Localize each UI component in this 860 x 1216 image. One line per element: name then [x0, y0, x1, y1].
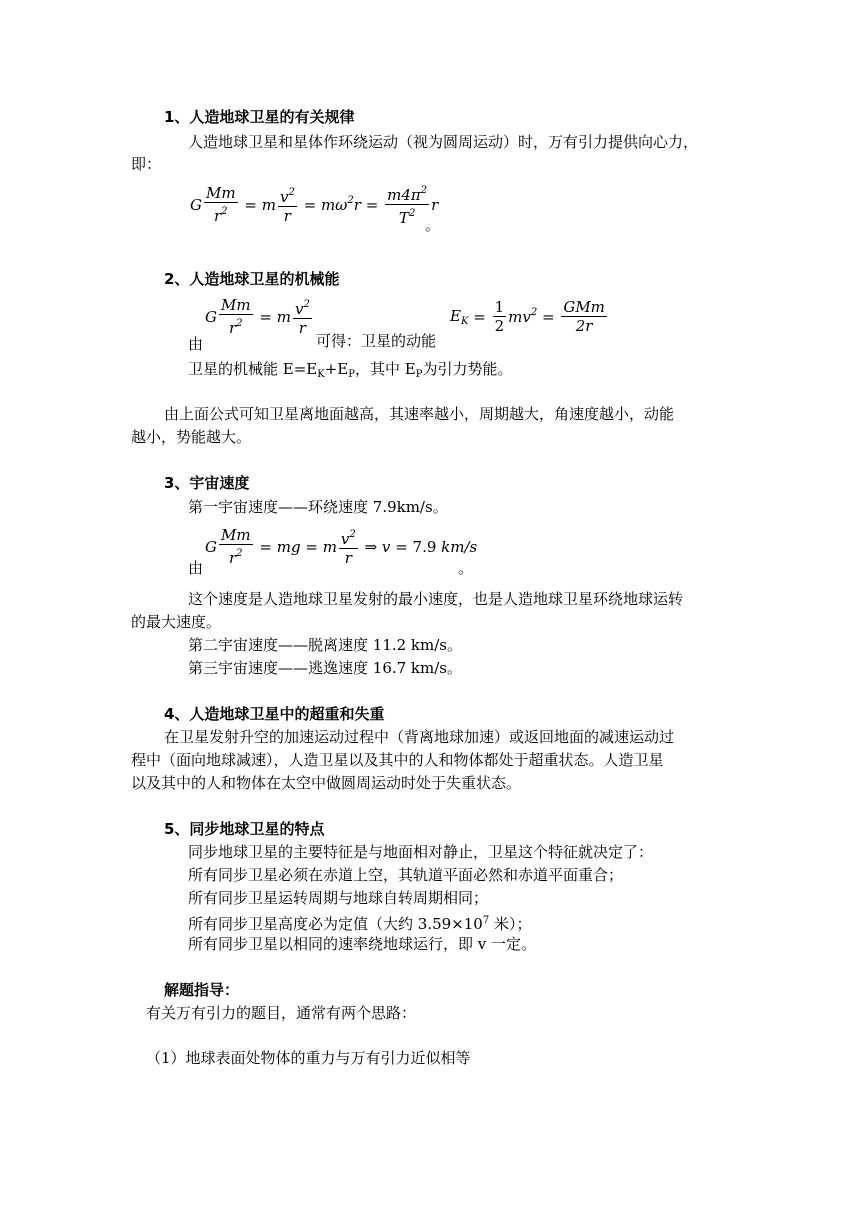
- section-3-you: 由: [188, 559, 204, 577]
- section-2-heading: 2、人造地球卫星的机械能: [164, 270, 340, 288]
- formula-1-period: 。: [425, 216, 441, 234]
- formula-first-cosmic-velocity: G $\frac{Mm}{r^2}$ = mg = m $\frac{v^2}{r}$ ⇒ v = 7.9 km/s: [205, 526, 478, 567]
- first-cosmic-velocity: 第一宇宙速度——环绕速度 7.9km/s。: [188, 498, 448, 516]
- mech-p2: P: [415, 369, 423, 380]
- mech-prefix: 卫星的机械能 E=E: [188, 360, 318, 378]
- section-1-paragraph-cont: 即：: [131, 155, 162, 173]
- section-5-line-4: [188, 910, 531, 935]
- section-5-line-5: 所有同步卫星以相同的速率绕地球运行，即 v 一定。: [188, 935, 537, 953]
- section-2-summary-cont: 越小，势能越大。: [131, 428, 252, 446]
- section-5-line-1: 同步地球卫星的主要特征是与地面相对静止，卫星这个特征就决定了：: [188, 843, 654, 861]
- mech-end: 为引力势能。: [422, 360, 513, 378]
- section-5-heading: 5、同步地球卫星的特点: [164, 820, 325, 838]
- section-3-note-cont: 的最大速度。: [131, 613, 222, 631]
- section-2-mechanical-energy: [188, 358, 512, 386]
- line-4-exponent: 7: [482, 915, 490, 926]
- formula-gravity-velocity: G $\frac{Mm}{r^2}$ = m $\frac{v^2}{r}$: [205, 296, 310, 337]
- section-5-line-2: 所有同步卫星必须在赤道上空，其轨道平面必然和赤道平面重合；: [188, 866, 624, 884]
- formula-gravity-centripetal: G $\frac{Mm}{r^2}$ = m $\frac{v^2}{r}$ = $m\omega^2r$ = $\frac{m4\pi^2}{T^2}$ r: [190, 184, 439, 227]
- guide-line-2: （1）地球表面处物体的重力与万有引力近似相等: [146, 1049, 471, 1067]
- third-cosmic-velocity: 第三宇宙速度——逃逸速度 16.7 km/s。: [188, 659, 463, 677]
- section-5-line-3: 所有同步卫星运转周期与地球自转周期相同；: [188, 889, 489, 907]
- section-1-paragraph: 人造地球卫星和星体作环绕运动（视为圆周运动）时，万有引力提供向心力，: [188, 133, 699, 151]
- mech-k: K: [317, 369, 325, 380]
- line-4-pre: 所有同步卫星高度必为定值（大约 3.59×10: [188, 915, 483, 933]
- section-3-heading: 3、宇宙速度: [164, 474, 250, 492]
- section-2-you: 由: [188, 335, 204, 353]
- section-4-line-2: 程中（面向地球减速），人造卫星以及其中的人和物体都处于超重状态。人造卫星: [131, 751, 664, 769]
- mech-p: P: [348, 369, 355, 380]
- section-2-summary: 由上面公式可知卫星离地面越高，其速率越小，周期越大，角速度越小，动能: [164, 405, 675, 423]
- mech-plus: +E: [324, 360, 349, 378]
- second-cosmic-velocity: 第二宇宙速度——脱离速度 11.2 km/s。: [188, 636, 463, 654]
- mech-suffix: ，其中 E: [355, 360, 416, 378]
- formula-kinetic-energy: $E_K$ = $\frac{1}{2}$ $mv^2$ = $\frac{\text{GMm}}{2r}$: [450, 298, 605, 335]
- section-4-heading: 4、人造地球卫星中的超重和失重: [164, 705, 385, 723]
- section-4-line-3: 以及其中的人和物体在太空中做圆周运动时处于失重状态。: [131, 774, 522, 792]
- section-1-heading: 1、人造地球卫星的有关规律: [164, 108, 355, 126]
- line-4-post: 米）；: [489, 915, 532, 933]
- section-4-line-1: 在卫星发射升空的加速运动过程中（背离地球加速）或返回地面的减速运动过: [164, 728, 675, 746]
- section-2-kinetic-label: 可得：卫星的动能: [316, 332, 437, 350]
- section-3-note: 这个速度是人造地球卫星发射的最小速度，也是人造地球卫星环绕地球运转: [188, 590, 684, 608]
- guide-line-1: 有关万有引力的题目，通常有两个思路：: [146, 1004, 417, 1022]
- formula-3-period: 。: [458, 559, 474, 577]
- guide-heading: 解题指导：: [164, 981, 240, 999]
